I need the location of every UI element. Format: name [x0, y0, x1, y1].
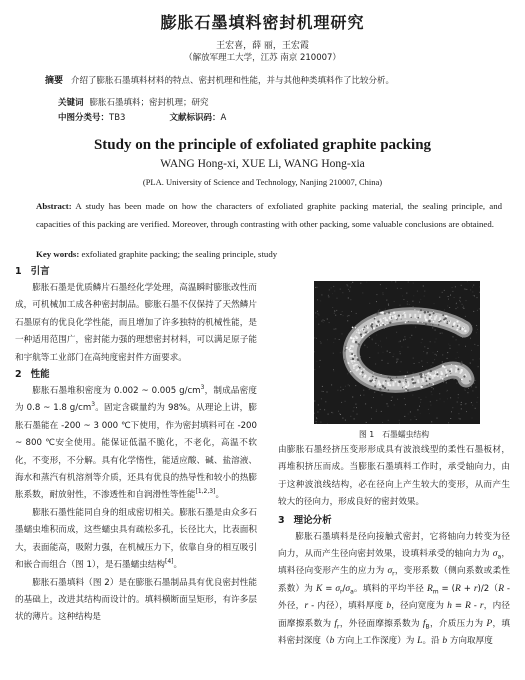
chinese-abstract-label: 摘要: [45, 76, 64, 86]
right-column: [278, 442, 510, 650]
figure-caption: [278, 429, 510, 440]
section-title: 引言: [30, 266, 50, 277]
paragraph-wave-structure: 由膨胀石墨经挤压变形形成具有波浪线型的柔性石墨板材，再堆积挤压而成。当膨胀石墨填料工作时，承受轴向力，由于这种波浪线结构，必在径向上产生较大的变形，从而产生较大的径向力，形成良好的密封效果。: [278, 445, 510, 508]
section-heading-performance: [15, 367, 257, 383]
section-number: 2: [15, 369, 22, 381]
chinese-keywords-label: 关键词: [58, 98, 84, 108]
section-number: 3: [278, 514, 285, 526]
english-keywords-label: Key words:: [36, 249, 80, 259]
left-column: [15, 264, 257, 627]
english-keywords: [36, 249, 502, 259]
chinese-authors: 王宏喜，薛 丽，王宏霞: [216, 41, 309, 51]
chinese-keywords-text: 膨胀石墨填料；密封机理；研究: [89, 98, 209, 108]
chinese-abstract: [45, 73, 505, 86]
chinese-title: 膨胀石墨填料密封机理研究: [160, 13, 365, 32]
section-title: 性能: [30, 369, 50, 381]
paragraph-performance-structure: 膨胀石墨性能同自身的组成密切相关。膨胀石墨是由众多石墨蠕虫堆积而成，这些蠕虫具有疏松多孔，长径比大，比表面积大，表面能高，吸附力强，在机械压力下，依靠自身的相互吸引和嵌合而组合（图 1），是石墨蠕虫结构[4]。: [15, 507, 257, 571]
figure-graphite-worm-micrograph: [314, 281, 480, 424]
section-heading-theory: [278, 513, 510, 529]
paragraph-theory: 膨胀石墨填料是径向接触式密封，它将轴向力转变为径向力，从而产生径向密封效果，设填料承受的轴向力为 $\sigma_a$，填料径向变形产生的应力为 $\sigma_r$，变形系数（侧向系数或柔性系数）为 $K = \sigma_r/\sigma_a$。填料的平均半径 $R_m = (R + r)/2(R$ - 外径，r - 内径），填料厚度 b，径向宽度为 h = R - r，内径面摩擦系数为 $f_r$，外径面摩擦系数为 $f_B$，介质压力为 P，填料密封深度（b 方向上工作深度）为 L。沿 b 方向取厚度: [278, 531, 511, 647]
doc-code-label: 文献标识码：: [169, 113, 221, 123]
paragraph-performance-packing: 膨胀石墨填料（图 2）是在膨胀石墨制品具有优良密封性能的基础上，改进其结构而设计的。填料横断面呈矩形，有许多层状的薄片。这种结构是: [15, 577, 257, 623]
paragraph-performance-density: 膨胀石墨堆积密度为 0.002 ~ 0.005 $g/cm^3$，制成品密度为 0.8 ~ 1.8 $g/cm^3$。固定含碳量约为 98%。从理论上讲，膨胀石墨能在 -200 ~ 3 000 ℃下使用，作为密封填料可在 -200 ~ 800 ℃安全使用。能保证低温不脆化，不老化，高温不软化，不变形，不分解。具有化学惰性，能适应酸、碱、盐溶液、海水和蒸汽有机溶剂等介质，还具有优良的热导性和较小的热膨胀系数，耐放射性，不渗透性和自润滑性等性能[1,2,3]。: [15, 384, 257, 501]
english-abstract-text: A study has been made on how the characters of exfoliated graphite packing material, the sealing principle, and capacities of this packing are verified. Moreover, through contrasting with other packing, some valuable conclusions are obtained.: [36, 201, 502, 229]
chinese-affiliation: （解放军理工大学，江苏 南京 210007）: [184, 53, 341, 63]
clc-value: TB3: [109, 113, 126, 123]
section-title: 理论分析: [293, 514, 332, 526]
micrograph-image: [314, 281, 480, 424]
paragraph-introduction: 膨胀石墨是优质鳞片石墨经化学处理，高温瞬时膨胀改性而成，可机械加工成各种密封制品。膨胀石墨不仅保持了天然鳞片石墨原有的优良化学性能，而且增加了许多独特的机械性能，是一种适用范围广，密封能力强的理想密封材料，可以满足原子能和宇航等工业部门在高纯度密封件方面要求。: [15, 283, 257, 363]
english-affiliation: (PLA. University of Science and Technology, Nanjing 210007, China): [142, 177, 383, 187]
clc-label: 中图分类号：: [58, 113, 110, 123]
chinese-abstract-text: 介绍了膨胀石墨填料材料的特点、密封机理和性能，并与其他种类填料作了比较分析。: [71, 76, 395, 86]
english-abstract-label: Abstract:: [36, 201, 72, 211]
chinese-keywords: [58, 96, 498, 108]
english-abstract: [36, 198, 502, 233]
doc-code-value: A: [220, 113, 227, 123]
figure-number: 图 1: [358, 430, 375, 439]
section-heading-introduction: [15, 264, 257, 280]
section-number: 1: [15, 266, 22, 277]
english-keywords-text: exfoliated graphite packing; the sealing principle, study: [79, 249, 278, 259]
english-title: Study on the principle of exfoliated graphite packing: [93, 137, 432, 153]
figure-caption-text: 石墨蠕虫结构: [382, 430, 430, 439]
english-authors: WANG Hong-xi, XUE Li, WANG Hong-xia: [160, 158, 365, 170]
classification-line: [58, 111, 498, 123]
